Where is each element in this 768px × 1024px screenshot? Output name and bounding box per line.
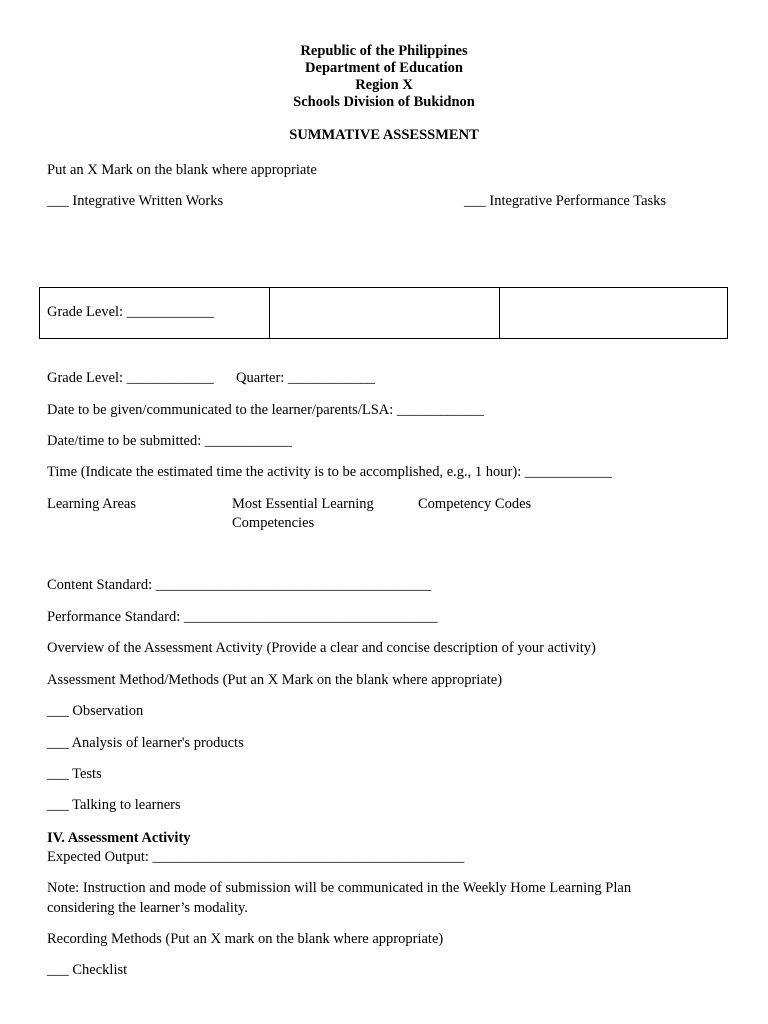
methods-heading: Assessment Method/Methods (Put an X Mark on the blank where appropriate)	[47, 672, 503, 688]
note-line1: Note: Instruction and mode of submission will be communicated in the Weekly Home Learning Plan	[47, 880, 632, 896]
header-division: Schools Division of Bukidnon	[293, 94, 475, 110]
overview-text: Overview of the Assessment Activity (Provide a clear and concise description of your activity)	[47, 640, 596, 656]
option-written-works: ___ Integrative Written Works	[47, 193, 224, 209]
header-department: Department of Education	[305, 60, 463, 76]
document-title: SUMMATIVE ASSESSMENT	[289, 127, 479, 143]
assessment-activity-heading: IV. Assessment Activity	[47, 830, 191, 846]
method-item-talking: ___ Talking to learners	[47, 797, 181, 813]
method-item-observation: ___ Observation	[47, 703, 144, 719]
header-republic: Republic of the Philippines	[300, 43, 468, 59]
performance-standard-field: Performance Standard: ___________________________________	[47, 609, 438, 625]
table-cell-grade-level: Grade Level: ____________	[47, 304, 214, 320]
column-competency-codes: Competency Codes	[418, 496, 532, 512]
recording-item-checklist: ___ Checklist	[47, 962, 128, 978]
info-table	[39, 287, 728, 339]
column-melc-line1: Most Essential Learning	[232, 496, 374, 512]
column-learning-areas: Learning Areas	[47, 496, 136, 512]
table-cell	[40, 288, 270, 338]
table-cell	[500, 288, 727, 338]
expected-output-field: Expected Output: ___________________________________________	[47, 849, 465, 865]
date-submitted-field: Date/time to be submitted: ____________	[47, 433, 292, 449]
time-field: Time (Indicate the estimated time the activity is to be accomplished, e.g., 1 hour): ____________	[47, 464, 612, 480]
method-item-analysis: ___ Analysis of learner's products	[47, 735, 244, 751]
header-region: Region X	[355, 77, 413, 93]
column-melc-line2: Competencies	[232, 515, 315, 531]
grade-level-field: Grade Level: ____________	[47, 370, 214, 386]
table-cell	[270, 288, 500, 338]
option-performance-tasks: ___ Integrative Performance Tasks	[464, 193, 667, 209]
instruction-text: Put an X Mark on the blank where appropriate	[47, 162, 317, 178]
note-line2: considering the learner’s modality.	[47, 900, 248, 916]
date-given-field: Date to be given/communicated to the learner/parents/LSA: ____________	[47, 402, 484, 418]
method-item-tests: ___ Tests	[47, 766, 102, 782]
quarter-field: Quarter: ____________	[236, 370, 375, 386]
recording-methods-heading: Recording Methods (Put an X mark on the blank where appropriate)	[47, 931, 444, 947]
content-standard-field: Content Standard: ______________________________________	[47, 577, 432, 593]
